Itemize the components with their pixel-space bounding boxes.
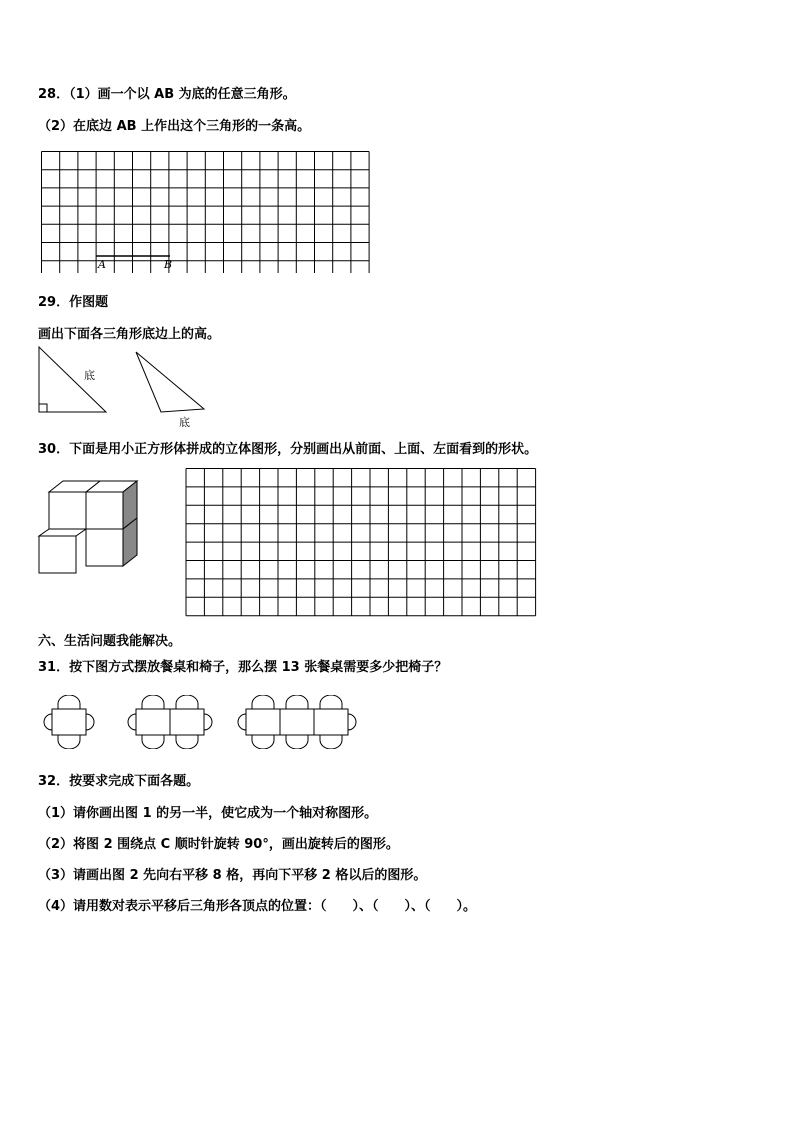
table-chair-figure <box>38 695 368 749</box>
q29-triangles <box>36 344 216 428</box>
table <box>136 709 170 735</box>
q29-prompt: 画出下面各三角形底边上的高。 <box>38 327 221 342</box>
table <box>170 709 204 735</box>
right-triangle <box>39 347 106 412</box>
label-a: A <box>98 258 106 271</box>
section6-title: 六、生活问题我能解决。 <box>38 634 182 649</box>
grid-lines <box>42 152 370 274</box>
q32-item-1: （1）请你画出图 1 的另一半，使它成为一个轴对称图形。 <box>38 806 378 821</box>
table <box>314 709 348 735</box>
q32-item-3: （3）请画出图 2 先向右平移 8 格，再向下平移 2 格以后的图形。 <box>38 868 427 883</box>
table-group <box>238 695 356 749</box>
q32-item-4: （4）请用数对表示平移后三角形各顶点的位置：（ ）、（ ）、（ ）。 <box>38 899 477 914</box>
table <box>280 709 314 735</box>
q32-title: 32．按要求完成下面各题。 <box>38 774 200 789</box>
table <box>52 709 86 735</box>
grid-lines <box>186 469 536 616</box>
q28-line-1: 28．（1）画一个以 AB 为底的任意三角形。 <box>38 87 296 102</box>
q30-grid <box>185 467 537 621</box>
q32-item-2: （2）将图 2 围绕点 C 顺时针旋转 90°，画出旋转后的图形。 <box>38 837 399 852</box>
table-group <box>128 695 212 749</box>
q29-title: 29．作图题 <box>38 295 109 310</box>
q30-text: 30．下面是用小正方形体拼成的立体图形，分别画出从前面、上面、左面看到的形状。 <box>38 442 538 457</box>
cube-figure <box>36 478 142 576</box>
obtuse-triangle <box>136 352 204 428</box>
table-group <box>44 695 94 749</box>
base-label-1: 底 <box>84 369 95 382</box>
base-label-2: 底 <box>179 416 190 428</box>
q28-line-2: （2）在底边 AB 上作出这个三角形的一条高。 <box>38 119 311 134</box>
q31-text: 31．按下图方式摆放餐桌和椅子，那么摆 13 张餐桌需要多少把椅子？ <box>38 660 448 675</box>
q28-grid <box>40 150 374 273</box>
table <box>246 709 280 735</box>
label-b: B <box>164 258 173 271</box>
